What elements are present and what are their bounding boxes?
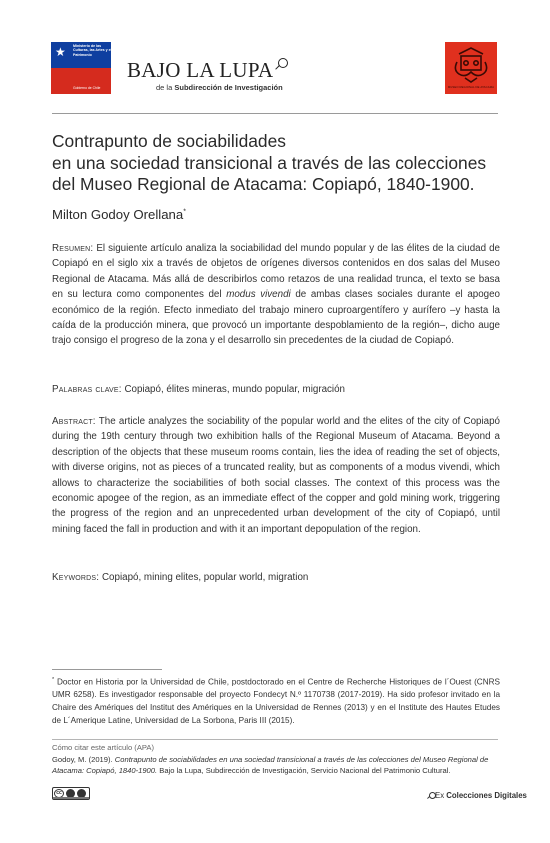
abstract-en-text: The article analyzes the sociability of the popular world and the elites of the city of Copiapó during the 19th century through two exhibition halls of the Regional Museum of Atacama. Beyond a description of the objects that these museum rooms contain, lies the idea of reading the set of objects, with diverse origins, not as pieces of a truncated reality, but as components of a modus vivendi, which allows to characterize the sociabilities of both social classes. The context of this process was the economic apogee of the region, as an immediate effect of the copper and gold mining work, triggering the progress of the region and an unprecedented urban development of the city of Copiapó, until mining faced the fall in production and with it an important depopulation of the region.	[52, 416, 500, 535]
flag-red-band	[51, 68, 111, 94]
government-logo	[51, 42, 111, 94]
citation-text	[52, 754, 500, 776]
brand-sub-prefix: de la	[156, 83, 173, 92]
footnote	[52, 674, 500, 727]
museum-logo	[445, 42, 497, 94]
abstract-es-label: Resumen:	[52, 243, 94, 254]
keywords-en	[52, 570, 500, 585]
brand-title	[127, 58, 288, 83]
title-line: del Museo Regional de Atacama: Copiapó, 1840-1900.	[52, 174, 475, 194]
keywords-es	[52, 382, 500, 397]
keywords-es-label: Palabras clave:	[52, 384, 122, 395]
abstract-en-label: Abstract:	[52, 416, 96, 427]
abstract-es-text-2: de ambas clases sociales durante el apogeo económico de la región. Efecto inmediato del trabajo minero cuproargentífero y aurífero –y hasta la caída de la producción minera, que provocó un importante despoblamiento de la región–, dicho auge trajo consigo el progreso de la zona y el desarrollo sin precedentes de la ciudad de Copiapó.	[52, 289, 501, 347]
flag-star-panel	[51, 42, 71, 68]
title-line: en una sociedad transicional a través de las colecciones	[52, 152, 487, 173]
brand-subtitle	[156, 83, 283, 92]
citation-italic: Contrapunto de sociabilidades en una sociedad transicional a través de las colecciones del Museo Regional de Atacama: Copiapó, 1840-1900.	[52, 755, 489, 775]
author-footnote-mark: *	[183, 208, 186, 216]
brand-sub-bold: Subdirección de Investigación	[174, 83, 283, 92]
keywords-es-text: Copiapó, élites mineras, mundo popular, migración	[124, 384, 346, 395]
abstract-es-text-1: El siguiente artículo analiza la sociabilidad del mundo popular y de las élites de la ciudad de Copiapó en el siglo xix a través de objetos de orígenes diversos contenidos en dos salas del Museo Regional de Atacama. Más allá de describirlos como retazos de una realidad trunca, el texto se basa en su lectura como componentes del	[52, 243, 500, 301]
footer-brand-bold: Colecciones Digitales	[446, 791, 527, 800]
brand-title-text: BAJO LA LUPA	[127, 58, 274, 82]
magnifier-icon	[274, 58, 288, 72]
star-icon: ★	[55, 45, 66, 59]
magnifier-small-icon	[427, 792, 435, 800]
footer-brand-prefix: Ex	[435, 791, 445, 800]
footnote-mark: *	[52, 677, 55, 683]
citation-suffix: Bajo la Lupa, Subdirección de Investigación, Servicio Nacional del Patrimonio Cultural.	[159, 766, 451, 775]
cc-license-icon	[52, 787, 90, 800]
author-name: Milton Godoy Orellana	[52, 207, 184, 222]
title-line: Contrapunto de sociabilidades	[52, 131, 286, 151]
keywords-en-label: Keywords:	[52, 572, 100, 583]
article-title	[52, 131, 502, 196]
abstract-es-italic: modus vivendi	[226, 289, 291, 301]
footnote-text: Doctor en Historia por la Universidad de Chile, postdoctorado en el Centre de Recherche Historiques de l´Ouest (CNRS UMR 6258). Es investigador responsable del proyecto Fondecyt N.º 1170738 (2017-2019). Ha sido profesor invitado en la Chaire des Amériques del Institut des Amériques en la Universidad de Rennes (2013) y en el Institute des Hautes Etudes de L´Amerique Latine, Universidad de La Sorbona, Paris III (2015).	[52, 677, 500, 725]
keywords-en-text: Copiapó, mining elites, popular world, migration	[101, 572, 309, 583]
license-bar	[53, 797, 89, 799]
citation-heading: Cómo citar este artículo (APA)	[52, 743, 154, 752]
citation-divider	[52, 739, 498, 740]
header-divider	[52, 113, 498, 114]
cc-icon: cc	[54, 789, 64, 798]
museum-label: MUSEO REGIONAL DE ATACAMA	[447, 85, 495, 89]
abstract-es	[52, 241, 500, 349]
ministry-text: Ministerio de las Culturas, las Artes y el Patrimonio	[73, 44, 112, 57]
footer-brand	[427, 791, 527, 800]
government-text: Gobierno de Chile	[73, 86, 101, 90]
citation-prefix: Godoy, M. (2019).	[52, 755, 113, 764]
abstract-en	[52, 414, 500, 537]
author	[52, 207, 186, 222]
footnote-divider	[52, 669, 162, 670]
